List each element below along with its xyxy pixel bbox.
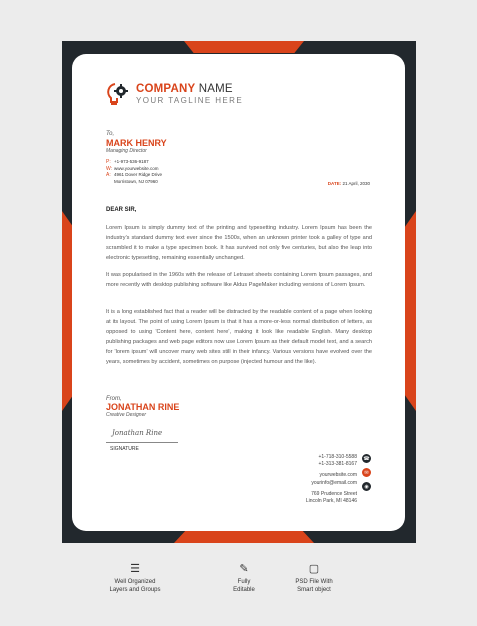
recipient-web: W: www.yourwebsite.com [106,165,159,172]
footer-phone-2: +1-313-381-8167 [318,461,357,468]
letterhead-sheet [72,54,405,531]
bulb-gear-icon [106,81,132,107]
footer-address-2: Lincoln Park, MI 48146 [305,498,357,505]
location-icon: ◉ [362,482,371,491]
recipient-name: MARK HENRY [106,138,167,148]
footer-address-1: 769 Prudence Street [311,490,357,497]
footer-contact [306,454,371,505]
edit-icon: ✎ [239,563,249,575]
footer-email: yourinfo@email.com [311,479,357,486]
folder-icon: ▢ [308,563,320,575]
sender-name: JONATHAN RINE [106,402,180,412]
feature-editable: ✎ Fully Editable [219,565,269,594]
bottom-accent-band [174,531,314,543]
sender-block [106,396,179,418]
body-paragraph-2: It was popularised in the 1960s with the release of Letraset sheets containing Lorem Ipsum passages, and more recently with desktop publishing software like Aldus PageMaker including versions of Lorem Ipsum. [106,272,372,288]
recipient-address: A: 4961 Dover Ridge Drive Morristown, NJ 07960 [106,172,163,184]
handwritten-signature: Jonathan Rine [112,429,163,437]
company-name: COMPANY NAME [136,83,233,95]
body-paragraph-1: Lorem Ipsum is simply dummy text of the printing and typesetting industry. Lorem Ipsum has been the industry's standard dummy text ever since the 1500s, when an unknown printer took a galley of type and scrambled it to make a type specimen book. It has survived not only five centuries, but also the leap into electronic typesetting, remaining essentially unchanged. [106,225,372,261]
phone-icon: ☎ [363,455,370,462]
web-icon: W: [106,165,113,172]
salutation: DEAR SIR, [106,207,137,213]
layers-icon: ☰ [130,563,140,575]
body-paragraph-3: It is a long established fact that a reader will be distracted by the readable content of a page when looking at its layout. The point of using Lorem Ipsum is that it has a more-or-less normal distribution of letters, as opposed to using 'Content here, content here', making it look like readable English. Many desktop publishing packages and web page editors now use Lorem Ipsum as their default model text, and a search for 'lorem ipsum' will uncover many web sites still in their infancy. Various versions have evolved over the years, sometimes by accident, sometimes on purpose (injected humour and the like). [106,309,372,365]
to-label: To, [106,131,115,137]
feature-psd: ▢ PSD File With Smart object [284,565,344,594]
feature-layers: ☰ Well Organized Layers and Groups [100,565,170,594]
recipient-role: Managing Director [106,148,147,154]
footer-phone-1: +1-718-310-5588 [318,454,357,460]
signature-line [106,442,178,443]
top-accent-band [184,41,304,53]
recipient-block [106,131,167,185]
sender-role: Creative Designer [106,412,147,418]
address-icon: A: [106,172,111,178]
recipient-phone: P: +1-973-536-9187 [106,159,149,165]
company-logo [106,81,243,107]
company-tagline: YOUR TAGLINE HERE [136,96,244,105]
from-label: From, [106,396,122,402]
signature-label: SIGNATURE [110,446,139,452]
letter-date: DATE: 21 April, 2030 [327,181,370,186]
footer-website: yourwebsite.com [319,472,357,479]
phone-icon: P: [106,159,111,165]
email-icon: ✉ [362,468,371,477]
